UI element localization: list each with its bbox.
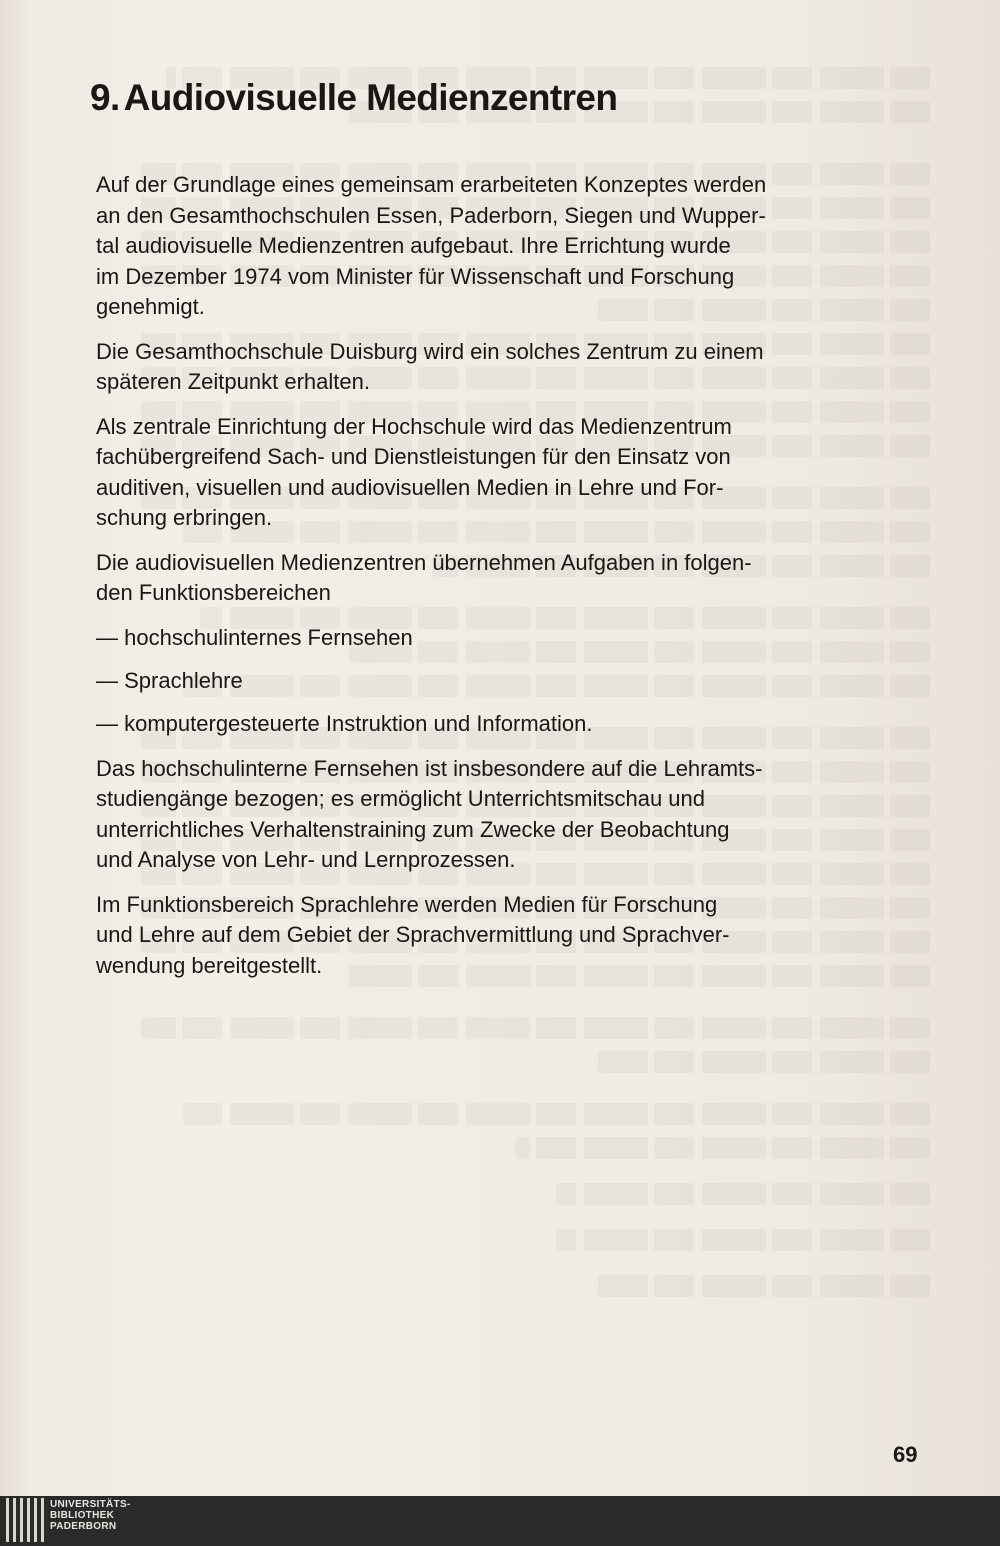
text-line: Die audiovisuellen Medienzentren übernehmen Aufgaben in folgen- bbox=[96, 549, 752, 575]
text-line: unterrichtliches Verhaltenstraining zum Zwecke der Beobachtung bbox=[96, 816, 730, 842]
chapter-title: Audiovisuelle Medienzentren bbox=[123, 77, 618, 118]
paragraph-functions-intro bbox=[96, 548, 928, 609]
paragraph-concept bbox=[96, 170, 928, 323]
library-footer bbox=[0, 1496, 1000, 1546]
logo-line: UNIVERSITÄTS- bbox=[50, 1499, 131, 1510]
paragraph-central-facility bbox=[96, 412, 928, 534]
text-line: im Dezember 1974 vom Minister für Wissenschaft und Forschung bbox=[96, 263, 735, 289]
text-line: an den Gesamthochschulen Essen, Paderborn, Siegen und Wupper- bbox=[96, 202, 766, 228]
text-line: studiengänge bezogen; es ermöglicht Unterrichtsmitschau und bbox=[96, 786, 706, 811]
text-line: auditiven, visuellen und audiovisuellen Medien in Lehre und For- bbox=[96, 474, 724, 500]
text-line: genehmigt. bbox=[96, 294, 205, 319]
logo-line: BIBLIOTHEK bbox=[50, 1510, 115, 1521]
text-line: Als zentrale Einrichtung der Hochschule wird das Medienzentrum bbox=[96, 413, 732, 439]
list-item: — Sprachlehre bbox=[96, 667, 243, 693]
paragraph-television bbox=[96, 754, 928, 876]
text-line: tal audiovisuelle Medienzentren aufgebaut. Ihre Errichtung wurde bbox=[96, 233, 731, 258]
text-line: Auf der Grundlage eines gemeinsam erarbeiteten Konzeptes werden bbox=[96, 172, 767, 197]
page-content bbox=[90, 76, 928, 981]
functions-list bbox=[96, 623, 928, 739]
text-line: Die Gesamthochschule Duisburg wird ein solches Zentrum zu einem bbox=[96, 338, 764, 364]
page-number: 69 bbox=[893, 1442, 918, 1467]
chapter-heading bbox=[90, 76, 928, 120]
chapter-number: 9. bbox=[90, 77, 120, 118]
text-line: schung erbringen. bbox=[96, 505, 273, 530]
text-line: fachübergreifend Sach- und Dienstleistungen für den Einsatz von bbox=[96, 444, 731, 469]
text-line: und Analyse von Lehr- und Lernprozessen. bbox=[96, 847, 516, 872]
text-line: späteren Zeitpunkt erhalten. bbox=[96, 369, 370, 394]
text-line: Das hochschulinterne Fernsehen ist insbesondere auf die Lehramts- bbox=[96, 755, 763, 781]
paragraph-duisburg bbox=[96, 337, 928, 398]
library-logo-icon bbox=[4, 1498, 44, 1542]
list-item: — hochschulinternes Fernsehen bbox=[96, 624, 413, 650]
text-line: wendung bereitgestellt. bbox=[96, 952, 323, 978]
list-item: — komputergesteuerte Instruktion und Information. bbox=[96, 710, 593, 736]
text-line: den Funktionsbereichen bbox=[96, 580, 331, 605]
logo-line: PADERBORN bbox=[50, 1521, 117, 1532]
paragraph-language-teaching bbox=[96, 890, 928, 982]
text-line: Im Funktionsbereich Sprachlehre werden Medien für Forschung bbox=[96, 891, 718, 917]
text-line: und Lehre auf dem Gebiet der Sprachvermittlung und Sprachver- bbox=[96, 922, 730, 947]
library-logo-text bbox=[50, 1499, 131, 1532]
